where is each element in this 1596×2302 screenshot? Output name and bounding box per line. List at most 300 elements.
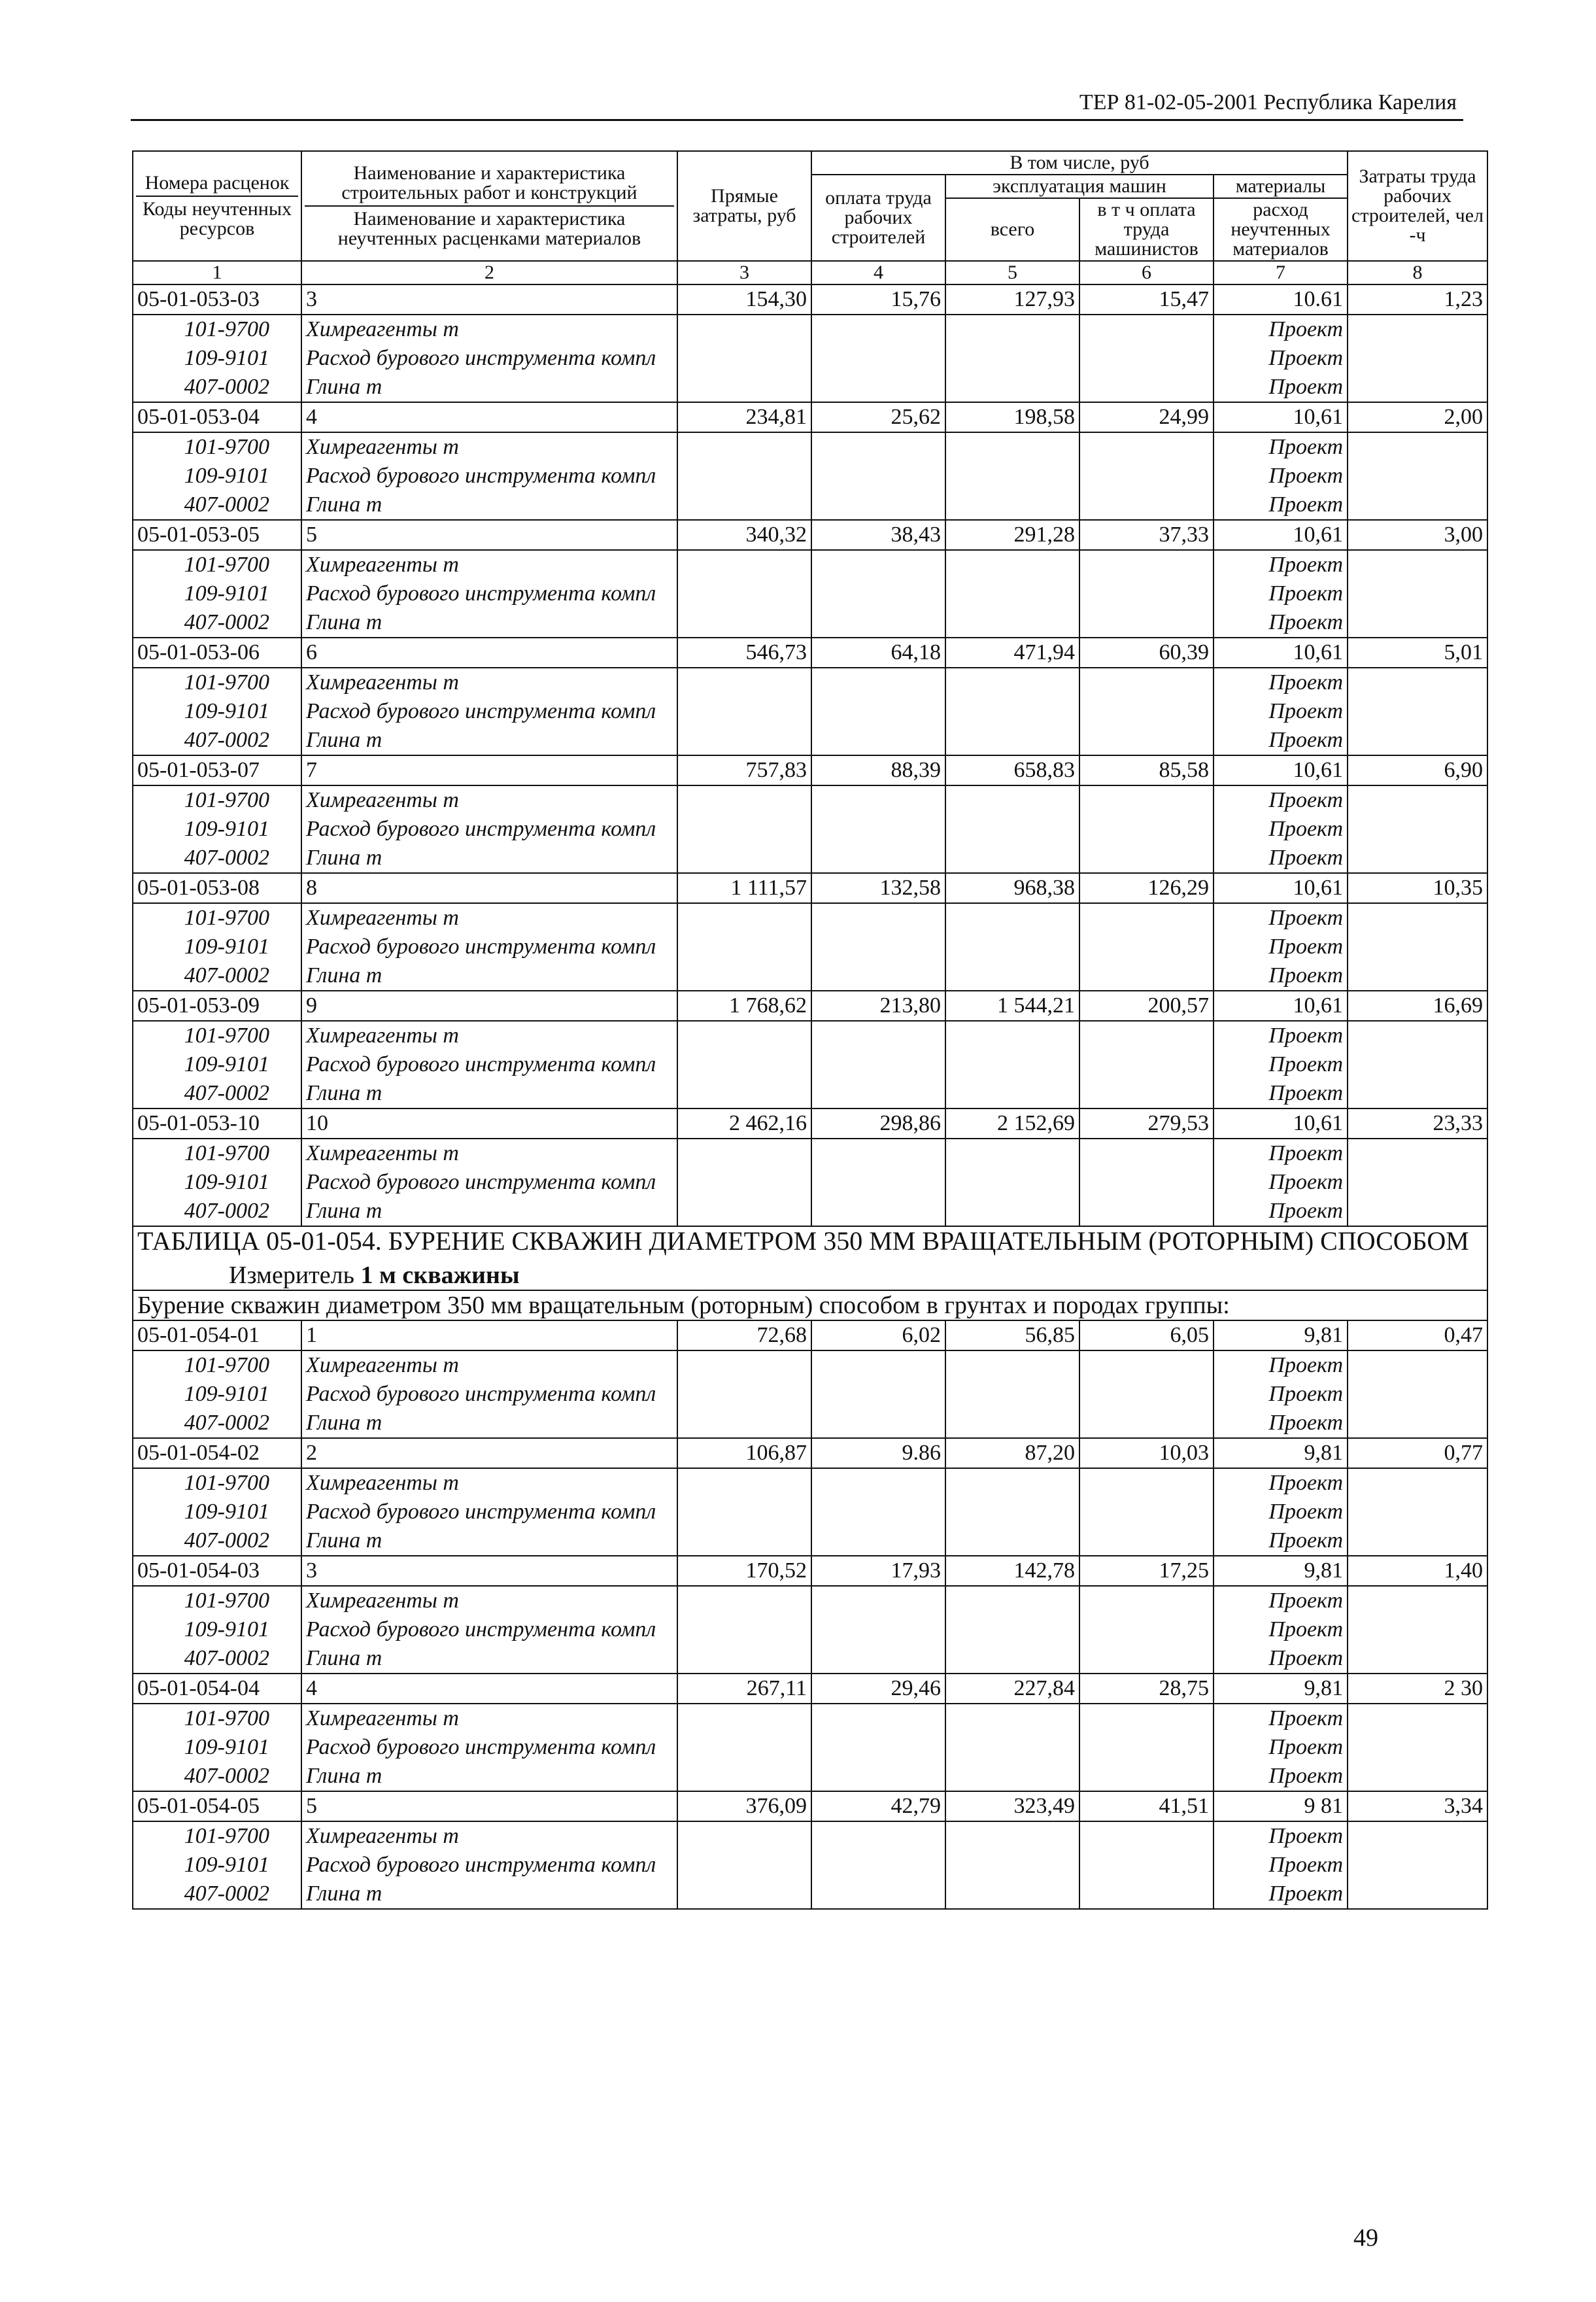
- resource-row: [133, 1409, 1487, 1438]
- rate-c5: 968,38: [945, 873, 1079, 903]
- resource-code: 407-0002: [133, 608, 301, 638]
- meter-label: Измеритель: [229, 1262, 354, 1289]
- empty-cell: [677, 1644, 811, 1674]
- empty-cell: [945, 1644, 1079, 1674]
- empty-cell: [677, 1197, 811, 1226]
- resource-code: 109-9101: [133, 1380, 301, 1409]
- resource-row: [133, 726, 1487, 755]
- rate-code: 05-01-053-03: [133, 284, 301, 315]
- empty-cell: [1079, 1350, 1214, 1380]
- empty-cell: [811, 1021, 945, 1050]
- resource-name: Глина т: [301, 1880, 677, 1909]
- empty-cell: [677, 344, 811, 373]
- empty-cell: [811, 844, 945, 873]
- resource-code: 109-9101: [133, 1168, 301, 1197]
- rate-c6: 200,57: [1079, 991, 1214, 1021]
- empty-cell: [945, 697, 1079, 726]
- empty-cell: [811, 432, 945, 462]
- resource-row: [133, 785, 1487, 815]
- rate-c8: 0,47: [1348, 1320, 1487, 1350]
- rate-c7: 10,61: [1214, 1108, 1348, 1139]
- empty-cell: [945, 668, 1079, 697]
- empty-cell: [677, 1050, 811, 1079]
- rate-c3: 1 111,57: [677, 873, 811, 903]
- resource-row: [133, 697, 1487, 726]
- resource-row: [133, 1644, 1487, 1674]
- resource-usage: Проект: [1214, 550, 1348, 579]
- resource-code: 407-0002: [133, 1079, 301, 1108]
- rate-c5: 2 152,69: [945, 1108, 1079, 1139]
- resource-name: Расход бурового инструмента компл: [301, 1168, 677, 1197]
- resource-code: 109-9101: [133, 462, 301, 490]
- empty-cell: [677, 961, 811, 991]
- resource-row: [133, 1851, 1487, 1880]
- resource-row: [133, 344, 1487, 373]
- empty-cell: [1348, 933, 1487, 961]
- rate-c5: 56,85: [945, 1320, 1079, 1350]
- empty-cell: [811, 1139, 945, 1168]
- column-numbers-row: [133, 261, 1487, 284]
- resource-code: 101-9700: [133, 668, 301, 697]
- resource-code: 109-9101: [133, 933, 301, 961]
- rate-code: 05-01-053-07: [133, 755, 301, 785]
- resource-row: [133, 933, 1487, 961]
- rate-c3: 170,52: [677, 1556, 811, 1586]
- rate-row: [133, 638, 1487, 668]
- rate-c4: 6,02: [811, 1320, 945, 1350]
- empty-cell: [1079, 1821, 1214, 1851]
- resource-row: [133, 315, 1487, 344]
- rate-c8: 1,23: [1348, 284, 1487, 315]
- empty-cell: [1079, 608, 1214, 638]
- rate-c6: 60,39: [1079, 638, 1214, 668]
- empty-cell: [811, 1050, 945, 1079]
- empty-cell: [945, 1586, 1079, 1615]
- empty-cell: [677, 1615, 811, 1644]
- meter-value: 1 м скважины: [360, 1262, 520, 1289]
- rate-c5: 323,49: [945, 1791, 1079, 1821]
- rate-c6: 17,25: [1079, 1556, 1214, 1586]
- rate-c5: 127,93: [945, 284, 1079, 315]
- col1-header: [133, 151, 301, 261]
- empty-cell: [811, 462, 945, 490]
- rate-c3: 546,73: [677, 638, 811, 668]
- col-num: 3: [677, 261, 811, 284]
- resource-name: Глина т: [301, 608, 677, 638]
- resource-name: Расход бурового инструмента компл: [301, 1498, 677, 1526]
- rate-c4: 298,86: [811, 1108, 945, 1139]
- col-num: 2: [301, 261, 677, 284]
- empty-cell: [945, 1168, 1079, 1197]
- resource-row: [133, 668, 1487, 697]
- resource-usage: Проект: [1214, 844, 1348, 873]
- empty-cell: [1348, 961, 1487, 991]
- empty-cell: [1079, 373, 1214, 402]
- empty-cell: [1079, 1468, 1214, 1498]
- rate-c6: 41,51: [1079, 1791, 1214, 1821]
- empty-cell: [811, 1380, 945, 1409]
- resource-row: [133, 432, 1487, 462]
- empty-cell: [677, 933, 811, 961]
- empty-cell: [1348, 1350, 1487, 1380]
- subsection-title: Бурение скважин диаметром 350 мм вращательным (роторным) способом в грунтах и породах группы:: [133, 1290, 1487, 1320]
- empty-cell: [945, 432, 1079, 462]
- rate-c6: 24,99: [1079, 402, 1214, 432]
- empty-cell: [677, 373, 811, 402]
- resource-name: Глина т: [301, 1079, 677, 1108]
- resource-name: Глина т: [301, 1197, 677, 1226]
- empty-cell: [1079, 1586, 1214, 1615]
- empty-cell: [945, 1079, 1079, 1108]
- rate-name: 10: [301, 1108, 677, 1139]
- empty-cell: [677, 608, 811, 638]
- empty-cell: [945, 961, 1079, 991]
- resource-code: 407-0002: [133, 1197, 301, 1226]
- rate-row: [133, 1108, 1487, 1139]
- rate-c4: 9.86: [811, 1438, 945, 1468]
- rate-name: 4: [301, 1674, 677, 1704]
- resource-usage: Проект: [1214, 815, 1348, 844]
- empty-cell: [945, 490, 1079, 520]
- empty-cell: [1079, 1139, 1214, 1168]
- empty-cell: [811, 1350, 945, 1380]
- empty-cell: [677, 579, 811, 608]
- empty-cell: [1079, 815, 1214, 844]
- empty-cell: [811, 668, 945, 697]
- empty-cell: [1079, 1644, 1214, 1674]
- empty-cell: [1079, 961, 1214, 991]
- resource-code: 109-9101: [133, 815, 301, 844]
- empty-cell: [945, 1821, 1079, 1851]
- resource-row: [133, 844, 1487, 873]
- empty-cell: [945, 1851, 1079, 1880]
- resource-name: Глина т: [301, 490, 677, 520]
- resource-code: 101-9700: [133, 903, 301, 933]
- empty-cell: [811, 1704, 945, 1733]
- resource-usage: Проект: [1214, 373, 1348, 402]
- resource-row: [133, 1139, 1487, 1168]
- resource-code: 109-9101: [133, 1615, 301, 1644]
- empty-cell: [1079, 550, 1214, 579]
- empty-cell: [677, 315, 811, 344]
- col5-header: всего: [945, 198, 1079, 261]
- rate-row: [133, 402, 1487, 432]
- empty-cell: [1348, 1526, 1487, 1556]
- empty-cell: [677, 785, 811, 815]
- empty-cell: [1348, 1851, 1487, 1880]
- empty-cell: [1348, 550, 1487, 579]
- col6-header: в т ч оплата труда машинистов: [1079, 198, 1214, 261]
- resource-usage: Проект: [1214, 1821, 1348, 1851]
- resource-usage: Проект: [1214, 1880, 1348, 1909]
- rate-c4: 15,76: [811, 284, 945, 315]
- empty-cell: [1079, 1050, 1214, 1079]
- resource-usage: Проект: [1214, 1762, 1348, 1791]
- resource-row: [133, 1704, 1487, 1733]
- resource-usage: Проект: [1214, 1704, 1348, 1733]
- rate-c5: 198,58: [945, 402, 1079, 432]
- empty-cell: [811, 961, 945, 991]
- resource-usage: Проект: [1214, 668, 1348, 697]
- rate-name: 3: [301, 1556, 677, 1586]
- resource-usage: Проект: [1214, 344, 1348, 373]
- rate-c3: 376,09: [677, 1791, 811, 1821]
- section-title-cell: [133, 1226, 1487, 1290]
- rate-row: [133, 1674, 1487, 1704]
- resource-usage: Проект: [1214, 726, 1348, 755]
- resource-code: 101-9700: [133, 1586, 301, 1615]
- resource-name: Расход бурового инструмента компл: [301, 1733, 677, 1762]
- empty-cell: [677, 550, 811, 579]
- empty-cell: [945, 785, 1079, 815]
- rate-c8: 3,00: [1348, 520, 1487, 550]
- resource-name: Химреагенты т: [301, 668, 677, 697]
- rate-c5: 87,20: [945, 1438, 1079, 1468]
- resource-name: Расход бурового инструмента компл: [301, 462, 677, 490]
- empty-cell: [1348, 1498, 1487, 1526]
- resource-usage: Проект: [1214, 1350, 1348, 1380]
- resource-row: [133, 1586, 1487, 1615]
- empty-cell: [1348, 815, 1487, 844]
- resource-code: 407-0002: [133, 726, 301, 755]
- empty-cell: [1079, 490, 1214, 520]
- rate-name: 7: [301, 755, 677, 785]
- resource-code: 407-0002: [133, 1644, 301, 1674]
- resource-code: 101-9700: [133, 432, 301, 462]
- empty-cell: [1348, 1586, 1487, 1615]
- rate-c6: 10,03: [1079, 1438, 1214, 1468]
- group-header: В том числе, руб: [811, 151, 1348, 175]
- resource-row: [133, 1380, 1487, 1409]
- resource-code: 407-0002: [133, 1526, 301, 1556]
- resource-usage: Проект: [1214, 1409, 1348, 1438]
- group2-body: [133, 1320, 1487, 1909]
- rate-c5: 1 544,21: [945, 991, 1079, 1021]
- resource-usage: Проект: [1214, 579, 1348, 608]
- empty-cell: [1079, 933, 1214, 961]
- rate-c4: 29,46: [811, 1674, 945, 1704]
- empty-cell: [811, 608, 945, 638]
- rate-c7: 10,61: [1214, 755, 1348, 785]
- empty-cell: [1348, 1644, 1487, 1674]
- rate-name: 3: [301, 284, 677, 315]
- col4-header: оплата труда рабочих строителей: [811, 175, 945, 261]
- empty-cell: [945, 608, 1079, 638]
- resource-usage: Проект: [1214, 903, 1348, 933]
- resource-code: 101-9700: [133, 315, 301, 344]
- resource-usage: Проект: [1214, 697, 1348, 726]
- rate-c7: 9,81: [1214, 1556, 1348, 1586]
- empty-cell: [1348, 1880, 1487, 1909]
- group1-body: [133, 284, 1487, 1226]
- rate-c6: 6,05: [1079, 1320, 1214, 1350]
- empty-cell: [811, 315, 945, 344]
- empty-cell: [1348, 490, 1487, 520]
- empty-cell: [1079, 1409, 1214, 1438]
- empty-cell: [811, 697, 945, 726]
- empty-cell: [1348, 315, 1487, 344]
- resource-usage: Проект: [1214, 1468, 1348, 1498]
- rate-c4: 38,43: [811, 520, 945, 550]
- resource-usage: Проект: [1214, 1197, 1348, 1226]
- resource-usage: Проект: [1214, 961, 1348, 991]
- resource-name: Химреагенты т: [301, 1704, 677, 1733]
- resource-name: Химреагенты т: [301, 1821, 677, 1851]
- empty-cell: [677, 1762, 811, 1791]
- empty-cell: [677, 1586, 811, 1615]
- section-body: [133, 1226, 1487, 1320]
- empty-cell: [945, 1762, 1079, 1791]
- empty-cell: [677, 1350, 811, 1380]
- resource-name: Глина т: [301, 1526, 677, 1556]
- rate-code: 05-01-054-03: [133, 1556, 301, 1586]
- rates-table: [132, 150, 1488, 1910]
- resource-code: 109-9101: [133, 1733, 301, 1762]
- empty-cell: [677, 462, 811, 490]
- rate-c3: 72,68: [677, 1320, 811, 1350]
- table-head: [133, 151, 1487, 284]
- empty-cell: [811, 903, 945, 933]
- resource-name: Химреагенты т: [301, 1021, 677, 1050]
- empty-cell: [1079, 726, 1214, 755]
- empty-cell: [945, 315, 1079, 344]
- rate-c5: 471,94: [945, 638, 1079, 668]
- empty-cell: [677, 1821, 811, 1851]
- resource-name: Глина т: [301, 1409, 677, 1438]
- empty-cell: [677, 1468, 811, 1498]
- empty-cell: [1348, 462, 1487, 490]
- empty-cell: [945, 1380, 1079, 1409]
- empty-cell: [945, 1050, 1079, 1079]
- empty-cell: [945, 550, 1079, 579]
- empty-cell: [1348, 785, 1487, 815]
- resource-usage: Проект: [1214, 315, 1348, 344]
- resource-name: Расход бурового инструмента компл: [301, 1851, 677, 1880]
- empty-cell: [1348, 608, 1487, 638]
- resource-code: 109-9101: [133, 579, 301, 608]
- empty-cell: [945, 1021, 1079, 1050]
- rate-c6: 279,53: [1079, 1108, 1214, 1139]
- resource-name: Химреагенты т: [301, 903, 677, 933]
- rate-name: 4: [301, 402, 677, 432]
- empty-cell: [1348, 1079, 1487, 1108]
- empty-cell: [811, 344, 945, 373]
- empty-cell: [1079, 1498, 1214, 1526]
- empty-cell: [1348, 1021, 1487, 1050]
- resource-name: Расход бурового инструмента компл: [301, 933, 677, 961]
- empty-cell: [1348, 432, 1487, 462]
- col2-top-label: Наименование и характеристика строительных работ и конструкций: [305, 163, 674, 207]
- empty-cell: [945, 844, 1079, 873]
- empty-cell: [677, 1498, 811, 1526]
- empty-cell: [811, 1733, 945, 1762]
- rate-c4: 64,18: [811, 638, 945, 668]
- empty-cell: [1348, 697, 1487, 726]
- rate-c5: 142,78: [945, 1556, 1079, 1586]
- rate-code: 05-01-053-10: [133, 1108, 301, 1139]
- resource-usage: Проект: [1214, 1498, 1348, 1526]
- section-title-row: [133, 1226, 1487, 1290]
- section-title: ТАБЛИЦА 05-01-054. БУРЕНИЕ СКВАЖИН ДИАМЕТРОМ 350 ММ ВРАЩАТЕЛЬНЫМ (РОТОРНЫМ) СПОСОБОМ: [137, 1226, 1469, 1256]
- col2-header: [301, 151, 677, 261]
- empty-cell: [677, 668, 811, 697]
- empty-cell: [811, 1526, 945, 1556]
- resource-name: Расход бурового инструмента компл: [301, 344, 677, 373]
- rate-c7: 10,61: [1214, 873, 1348, 903]
- rate-c5: 658,83: [945, 755, 1079, 785]
- empty-cell: [945, 579, 1079, 608]
- empty-cell: [677, 490, 811, 520]
- empty-cell: [945, 1197, 1079, 1226]
- empty-cell: [677, 1851, 811, 1880]
- empty-cell: [1079, 1762, 1214, 1791]
- resource-name: Расход бурового инструмента компл: [301, 579, 677, 608]
- empty-cell: [811, 1762, 945, 1791]
- rate-name: 9: [301, 991, 677, 1021]
- empty-cell: [1348, 1139, 1487, 1168]
- empty-cell: [811, 1168, 945, 1197]
- rate-c8: 3,34: [1348, 1791, 1487, 1821]
- resource-name: Расход бурового инструмента компл: [301, 1050, 677, 1079]
- col-num: 6: [1079, 261, 1214, 284]
- rate-row: [133, 1438, 1487, 1468]
- col1-top-label: Номера расценок: [136, 173, 298, 197]
- empty-cell: [677, 432, 811, 462]
- resource-usage: Проект: [1214, 1380, 1348, 1409]
- resource-code: 101-9700: [133, 550, 301, 579]
- empty-cell: [677, 1526, 811, 1556]
- empty-cell: [1348, 344, 1487, 373]
- rate-name: 5: [301, 1791, 677, 1821]
- rate-code: 05-01-054-02: [133, 1438, 301, 1468]
- resource-usage: Проект: [1214, 462, 1348, 490]
- rate-name: 5: [301, 520, 677, 550]
- resource-row: [133, 490, 1487, 520]
- empty-cell: [677, 1733, 811, 1762]
- resource-usage: Проект: [1214, 1644, 1348, 1674]
- rate-c4: 17,93: [811, 1556, 945, 1586]
- empty-cell: [945, 1350, 1079, 1380]
- resource-name: Химреагенты т: [301, 315, 677, 344]
- resource-row: [133, 1168, 1487, 1197]
- resource-row: [133, 1197, 1487, 1226]
- resource-code: 407-0002: [133, 373, 301, 402]
- resource-usage: Проект: [1214, 933, 1348, 961]
- resource-code: 101-9700: [133, 1468, 301, 1498]
- rate-c8: 1,40: [1348, 1556, 1487, 1586]
- resource-name: Химреагенты т: [301, 1350, 677, 1380]
- empty-cell: [677, 1409, 811, 1438]
- empty-cell: [945, 1733, 1079, 1762]
- rate-c3: 340,32: [677, 520, 811, 550]
- col7-header: расход неучтенных материалов: [1214, 198, 1348, 261]
- empty-cell: [811, 933, 945, 961]
- empty-cell: [945, 1139, 1079, 1168]
- rate-c5: 227,84: [945, 1674, 1079, 1704]
- rate-code: 05-01-053-05: [133, 520, 301, 550]
- resource-row: [133, 961, 1487, 991]
- rate-row: [133, 284, 1487, 315]
- rate-c6: 28,75: [1079, 1674, 1214, 1704]
- rate-c8: 6,90: [1348, 755, 1487, 785]
- empty-cell: [1348, 903, 1487, 933]
- empty-cell: [1348, 1468, 1487, 1498]
- empty-cell: [677, 844, 811, 873]
- rate-row: [133, 520, 1487, 550]
- resource-code: 101-9700: [133, 1821, 301, 1851]
- empty-cell: [811, 726, 945, 755]
- resource-code: 109-9101: [133, 697, 301, 726]
